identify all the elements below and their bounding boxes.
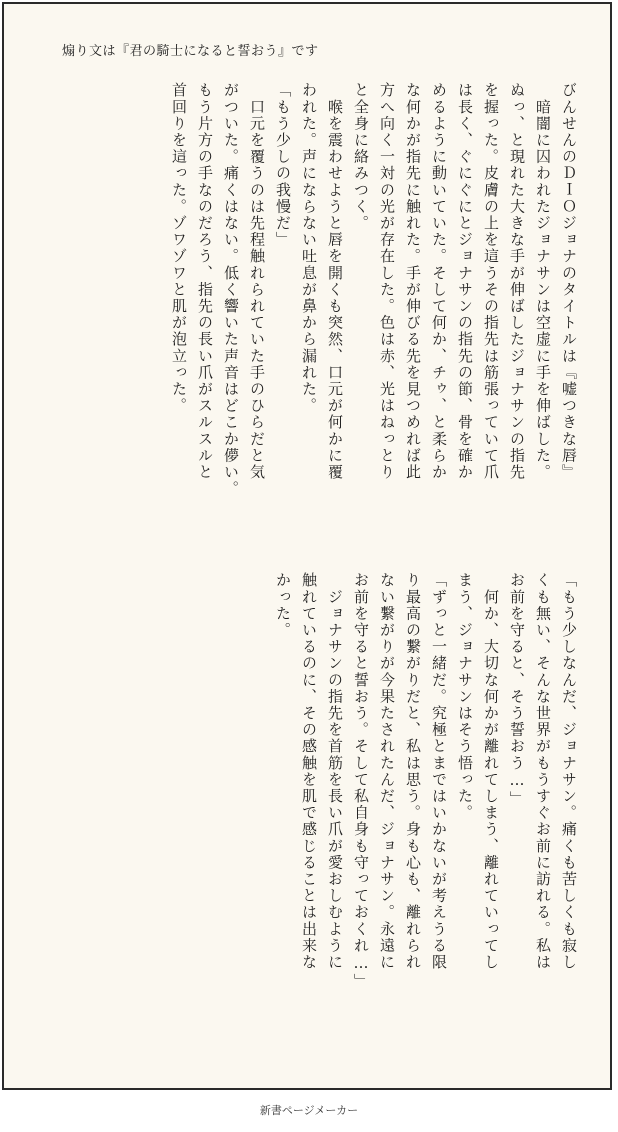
text-line: めるように動いていた。そして何か、チゥ、と柔らか (430, 82, 448, 481)
lower-text-block (182, 572, 582, 1042)
text-line: まう、ジョナサンはそう悟った。 (456, 572, 474, 821)
text-line: 「もう少しの我慢だ」 (274, 82, 292, 248)
text-line: な何かが指先に触れた。手が伸びる先を見つめれば此 (404, 82, 422, 481)
text-line: 「ずっと一緒だ。究極とまではいかないが考えうる限 (430, 572, 448, 971)
book-page (2, 2, 612, 1090)
text-line: 何か、大切な何かが離れてしまう、離れていってし (482, 572, 500, 971)
text-line: 首回りを這った。ゾワゾワと肌が泡立った。 (170, 82, 188, 414)
text-line: われた。声にならない吐息が鼻から漏れた。 (300, 82, 318, 414)
text-line: 喉を震わせようと唇を開くも突然、口元が何かに覆 (326, 82, 344, 481)
text-line: ない繋がりが今果たされたんだ、ジョナサン。永遠に (378, 572, 396, 971)
text-line: ジョナサンの指先を首筋を長い爪が愛おしむように (326, 572, 344, 971)
text-line: ぬっ、と現れた大きな手が伸ばしたジョナサンの指先 (508, 82, 526, 481)
text-line: 暗闇に囚われたジョナサンは空虚に手を伸ばした。 (534, 82, 552, 481)
text-line: お前を守ると誓おう。そして私自身も守っておくれ…」 (352, 572, 370, 990)
text-line: り最高の繋がりだと、私は思う。身も心も、離れられ (404, 572, 422, 971)
upper-text-block (62, 82, 582, 552)
text-line: かった。 (274, 572, 292, 639)
text-line: もう片方の手なのだろう、指先の長い爪がスルスルと (196, 82, 214, 481)
text-line: と全身に絡みつく。 (352, 82, 370, 232)
text-line: は長く、ぐにぐにとジョナサンの指先の節、骨を確か (456, 82, 474, 481)
text-line: くも無い、そんな世界がもうすぐお前に訪れる。私は (534, 572, 552, 971)
text-line: 方へ向く一対の光が存在した。色は赤、光はねっとり (378, 82, 396, 481)
text-line: 触れているのに、その感触を肌で感じることは出来な (300, 572, 318, 971)
text-line: びんせんのＤＩＯジョナのタイトルは『嘘つきな唇』 (560, 82, 578, 481)
hook-line: 煽り文は『君の騎士になると誓おう』です (62, 44, 319, 59)
footer-credit: 新書ページメーカー (259, 1104, 359, 1117)
text-line: 口元を覆うのは先程触れられていた手のひらだと気 (248, 82, 266, 481)
text-line: を握った。皮膚の上を這うその指先は筋張っていて爪 (482, 82, 500, 481)
text-line: がついた。痛くはない。低く響いた声音はどこか儚い。 (222, 82, 240, 497)
text-line: お前を守ると、そう誓おう…」 (508, 572, 526, 808)
text-line: 「もう少しなんだ、ジョナサン。痛くも苦しくも寂し (560, 572, 578, 971)
